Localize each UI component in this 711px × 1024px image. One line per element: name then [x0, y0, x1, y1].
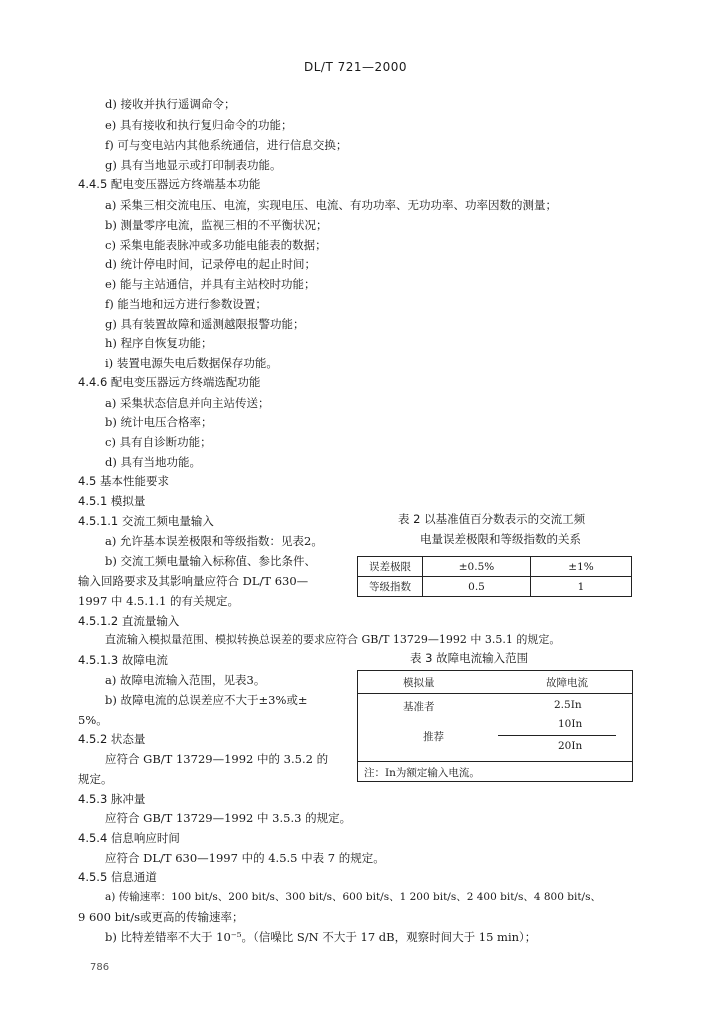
- table3-caption: 表 3 故障电流输入范围: [410, 651, 529, 665]
- section-heading: 4.5.5 信息通道: [78, 870, 157, 884]
- table3-row1-label: 基准者: [403, 701, 435, 713]
- section-heading: 4.5.2 状态量: [78, 732, 146, 746]
- table3-row2-value: 20In: [558, 740, 583, 752]
- text-line: 规定。: [78, 772, 113, 786]
- text-line: 5%。: [78, 713, 108, 727]
- section-heading: 4.4.5 配电变压器远方终端基本功能: [78, 177, 261, 191]
- table-cell: 0.5: [423, 577, 531, 597]
- section-heading: 4.5.1.1 交流工频电量输入: [78, 514, 214, 528]
- section-heading: 4.5 基本性能要求: [78, 474, 169, 488]
- page-number: 786: [90, 962, 110, 973]
- table2-caption-line2: 电量误差极限和等级指数的关系: [420, 532, 581, 546]
- text-line: a) 传输速率：100 bit/s、200 bit/s、300 bit/s、600 bit/s、1 200 bit/s、2 400 bit/s、4 800 bit/s、: [105, 891, 601, 903]
- text-line: d) 接收并执行遥调命令；: [105, 97, 236, 111]
- table3-row2-label: 推荐: [423, 731, 444, 743]
- table-cell: ±1%: [531, 557, 632, 577]
- text-line: b) 交流工频电量输入标称值、参比条件、: [105, 554, 317, 568]
- text-line: a) 故障电流输入范围，见表3。: [105, 673, 266, 687]
- text-line: b) 统计电压合格率；: [105, 415, 213, 429]
- text-line: c) 采集电能表脉冲或多功能电能表的数据；: [105, 238, 327, 252]
- text-line: e) 具有接收和执行复归命令的功能；: [105, 118, 293, 132]
- table2: [357, 556, 632, 597]
- text-line: f) 能当地和远方进行参数设置；: [105, 297, 267, 311]
- table3-note: 注：In为额定输入电流。: [364, 767, 480, 779]
- text-line: d) 具有当地功能。: [105, 455, 202, 469]
- table3-rule: [358, 693, 632, 694]
- table2-caption: 表 2 以基准值百分数表示的交流工频: [398, 512, 586, 526]
- section-heading: 4.5.4 信息响应时间: [78, 831, 180, 845]
- table3-rule: [498, 735, 616, 736]
- text-line: 直流输入模拟量范围、模拟转换总误差的要求应符合 GB/T 13729—1992 中 3.5.1 的规定。: [105, 633, 561, 646]
- table-row: [358, 577, 632, 597]
- section-heading: 4.5.1.3 故障电流: [78, 653, 168, 667]
- table3-row2-value: 10In: [558, 718, 583, 730]
- table-cell: 等级指数: [358, 577, 423, 597]
- text-line: b) 测量零序电流，监视三相的不平衡状况；: [105, 218, 328, 232]
- text-line: a) 采集状态信息并向主站传送；: [105, 396, 270, 410]
- text-line: b) 故障电流的总误差应不大于±3%或±: [105, 693, 308, 707]
- text-line: e) 能与主站通信，并具有主站校时功能；: [105, 277, 316, 291]
- text-line: a) 允许基本误差极限和等级指数：见表2。: [105, 534, 323, 548]
- text-line: g) 具有当地显示或打印制表功能。: [105, 158, 282, 172]
- table3-rule: [358, 761, 632, 762]
- text-line: b) 比特差错率不大于 10⁻⁵。（信噪比 S/N 不大于 17 dB，观察时间大于 15 min）；: [105, 930, 537, 944]
- text-line: d) 统计停电时间，记录停电的起止时间；: [105, 257, 317, 271]
- text-line: g) 具有装置故障和遥测越限报警功能；: [105, 317, 305, 331]
- text-line: 应符合 DL/T 630—1997 中的 4.5.5 中表 7 的规定。: [105, 851, 385, 865]
- table-cell: 1: [531, 577, 632, 597]
- text-line: 输入回路要求及其影响量应符合 DL/T 630—: [78, 574, 309, 588]
- text-line: 9 600 bit/s或更高的传输速率；: [78, 910, 244, 924]
- text-line: 1997 中 4.5.1.1 的有关规定。: [78, 594, 239, 608]
- section-heading: 4.5.3 脉冲量: [78, 792, 146, 806]
- table3-header-analog: 模拟量: [403, 677, 435, 689]
- table-row: [358, 557, 632, 577]
- table-cell: ±0.5%: [423, 557, 531, 577]
- table3-header-fault-current: 故障电流: [546, 677, 588, 689]
- text-line: 应符合 GB/T 13729—1992 中的 3.5.2 的: [105, 752, 329, 766]
- text-line: f) 可与变电站内其他系统通信，进行信息交换；: [105, 138, 348, 152]
- table3-row1-value: 2.5In: [554, 699, 582, 711]
- text-line: a) 采集三相交流电压、电流，实现电压、电流、有功功率、无功功率、功率因数的测量；: [105, 198, 557, 212]
- table-cell: 误差极限: [358, 557, 423, 577]
- text-line: 应符合 GB/T 13729—1992 中 3.5.3 的规定。: [105, 811, 352, 825]
- text-line: c) 具有自诊断功能；: [105, 435, 212, 449]
- page-header: DL/T 721—2000: [303, 60, 408, 74]
- section-heading: 4.4.6 配电变压器远方终端选配功能: [78, 375, 261, 389]
- section-heading: 4.5.1.2 直流量输入: [78, 614, 180, 628]
- text-line: i) 装置电源失电后数据保存功能。: [105, 356, 278, 370]
- table3: [357, 670, 633, 782]
- section-heading: 4.5.1 模拟量: [78, 494, 146, 508]
- text-line: h) 程序自恢复功能；: [105, 336, 213, 350]
